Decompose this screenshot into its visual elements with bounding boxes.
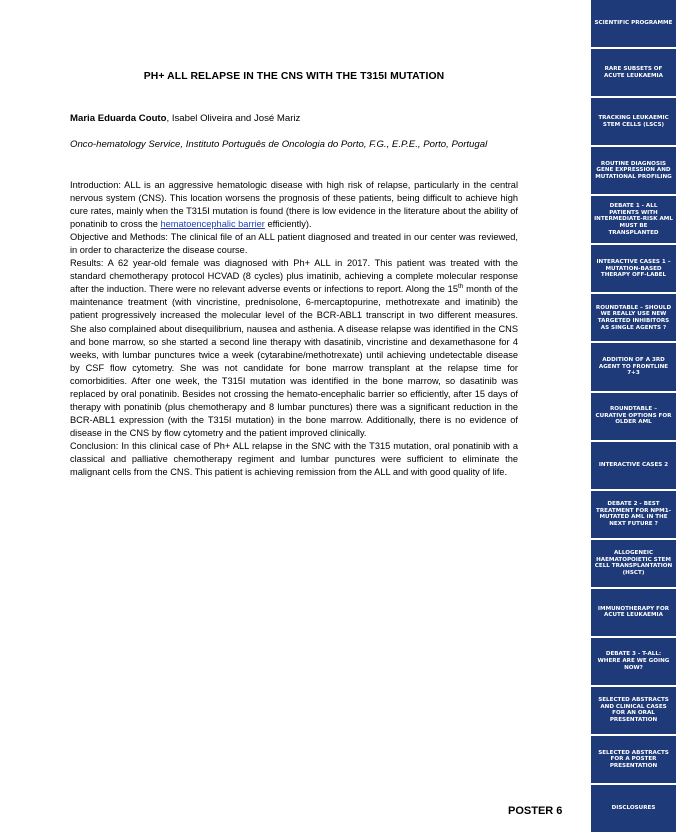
sidebar-nav-button[interactable]: INTERACTIVE CASES 2	[591, 442, 676, 489]
results-text: Results: A 62 year-old female was diagnosed with Ph+ ALL in 2017. This patient was treated with the standard chemotherapy protocol HCVAD (8 cycles) plus imatinib, achieving a complete molecular response after the induction. There were no relevant adverse events or infections to report. Along the 15	[70, 258, 518, 295]
intro-text: Introduction: ALL is an aggressive hematologic disease with high risk of relapse, particularly in the central nervous system (CNS). This location worsens the prognosis of these patients, being difficult to achieve high cure rates, mainly when the T315I mutation is found (there is low evidence in the literature about the ability of ponatinib to cross the	[70, 180, 518, 230]
sidebar-nav-button[interactable]: SCIENTIFIC PROGRAMME	[591, 0, 676, 47]
sidebar-nav-button[interactable]: ROUNDTABLE – SHOULD WE REALLY USE NEW TARGETED INHIBITORS AS SINGLE AGENTS ?	[591, 294, 676, 341]
abstract-body	[70, 179, 518, 479]
sidebar-nav-button[interactable]: TRACKING LEUKAEMIC STEM CELLS (LSCS)	[591, 98, 676, 145]
sidebar-nav-button[interactable]: SELECTED ABSTRACTS FOR A POSTER PRESENTATION	[591, 736, 676, 783]
sidebar-nav-button[interactable]: IMMUNOTHERAPY FOR ACUTE LEUKAEMIA	[591, 589, 676, 636]
authors-line	[70, 113, 300, 124]
results-paragraph	[70, 257, 518, 440]
other-authors: , Isabel Oliveira and José Mariz	[166, 113, 301, 124]
sidebar-nav-button[interactable]: ADDITION OF A 3RD AGENT TO FRONTLINE 7+3	[591, 343, 676, 390]
sidebar-nav-button[interactable]: DEBATE 3 - T-ALL: WHERE ARE WE GOING NOW?	[591, 638, 676, 685]
sidebar-nav-button[interactable]: ROUNDTABLE – CURATIVE OPTIONS FOR OLDER AML	[591, 393, 676, 440]
intro-text-end: efficiently).	[264, 219, 312, 230]
sidebar-nav-button[interactable]: INTERACTIVE CASES 1 – MUTATION-BASED THERAPY OFF-LABEL	[591, 245, 676, 292]
section-nav-sidebar	[591, 0, 676, 832]
poster-number: POSTER 6	[508, 805, 563, 817]
ordinal-superscript: th	[457, 283, 464, 291]
sidebar-nav-button[interactable]: RARE SUBSETS OF ACUTE LEUKAEMIA	[591, 49, 676, 96]
results-text-cont: month of the maintenance treatment (with vincristine, prednisolone, 6-mercaptopurine, methotrexate and imatinib) the patient progressively increased the molecular level of the BCR-ABL1 transcript in two different measures. She also complained about disequilibrium, nausea and asthenia. A disease relapse was identified in the CNS and bone marrow, so she started a second line therapy with dasatinib, vincristine and dexamethasone for 4 weeks, with lumbar punctures twice a week (cytarabine/methotrexate) until achieving undetectable disease by CSF flow cytometry. She was not candidate for bone marrow transplant at the relapse time for comorbidities. After one week, the T315I mutation was identified in the bone marrow, so dasatinib was replaced by oral ponatinib. Besides not crossing the hemato-encephalic barrier so efficiently, after 15 days of therapy with ponatinib (plus chemotherapy and 8 lumbar punctures) there was a significant reduction in the BCR-ABL1 expression (with the T315I mutation) in the bone marrow. Additionally, there is no evidence of disease in the CNS by flow cytometry and the patient improved clinically.	[70, 284, 518, 438]
sidebar-nav-button[interactable]: DISCLOSURES	[591, 785, 676, 832]
methods-paragraph: Objective and Methods: The clinical file of an ALL patient diagnosed and treated in our center was reviewed, in order to characterize the disease course.	[70, 232, 518, 256]
sidebar-nav-button[interactable]: ALLOGENEIC HAEMATOPOIETIC STEM CELL TRANSPLANTATION (HSCT)	[591, 540, 676, 587]
sidebar-nav-button[interactable]: SELECTED ABSTRACTS AND CLINICAL CASES FOR AN ORAL PRESENTATION	[591, 687, 676, 734]
sidebar-nav-button[interactable]: DEBATE 2 - BEST TREATMENT FOR NPM1-MUTATED AML IN THE NEXT FUTURE ?	[591, 491, 676, 538]
sidebar-nav-button[interactable]: DEBATE 1 - ALL PATIENTS WITH INTERMEDIATE-RISK AML MUST BE TRANSPLANTED	[591, 196, 676, 243]
sidebar-nav-button[interactable]: ROUTINE DIAGNOSIS GENE EXPRESSION AND MUTATIONAL PROFILING	[591, 147, 676, 194]
lead-author: Maria Eduarda Couto	[70, 113, 167, 124]
introduction-paragraph	[70, 179, 518, 231]
affiliation: Onco-hematology Service, Instituto Português de Oncologia do Porto, F.G., E.P.E., Porto, Portugal	[70, 139, 488, 150]
page-title: PH+ ALL RELAPSE IN THE CNS WITH THE T315I MUTATION	[143, 71, 445, 82]
conclusion-paragraph: Conclusion: In this clinical case of Ph+ ALL relapse in the SNC with the T315 mutation, oral ponatinib with a classical and palliative chemotherapy regiment and lumbar punctures were sufficient to eliminate the malignant cells from the CNS. This patient is achieving remission from the ALL and with good quality of life.	[70, 440, 518, 478]
hematoencephalic-barrier-link[interactable]: hematoencephalic barrier	[160, 219, 265, 230]
